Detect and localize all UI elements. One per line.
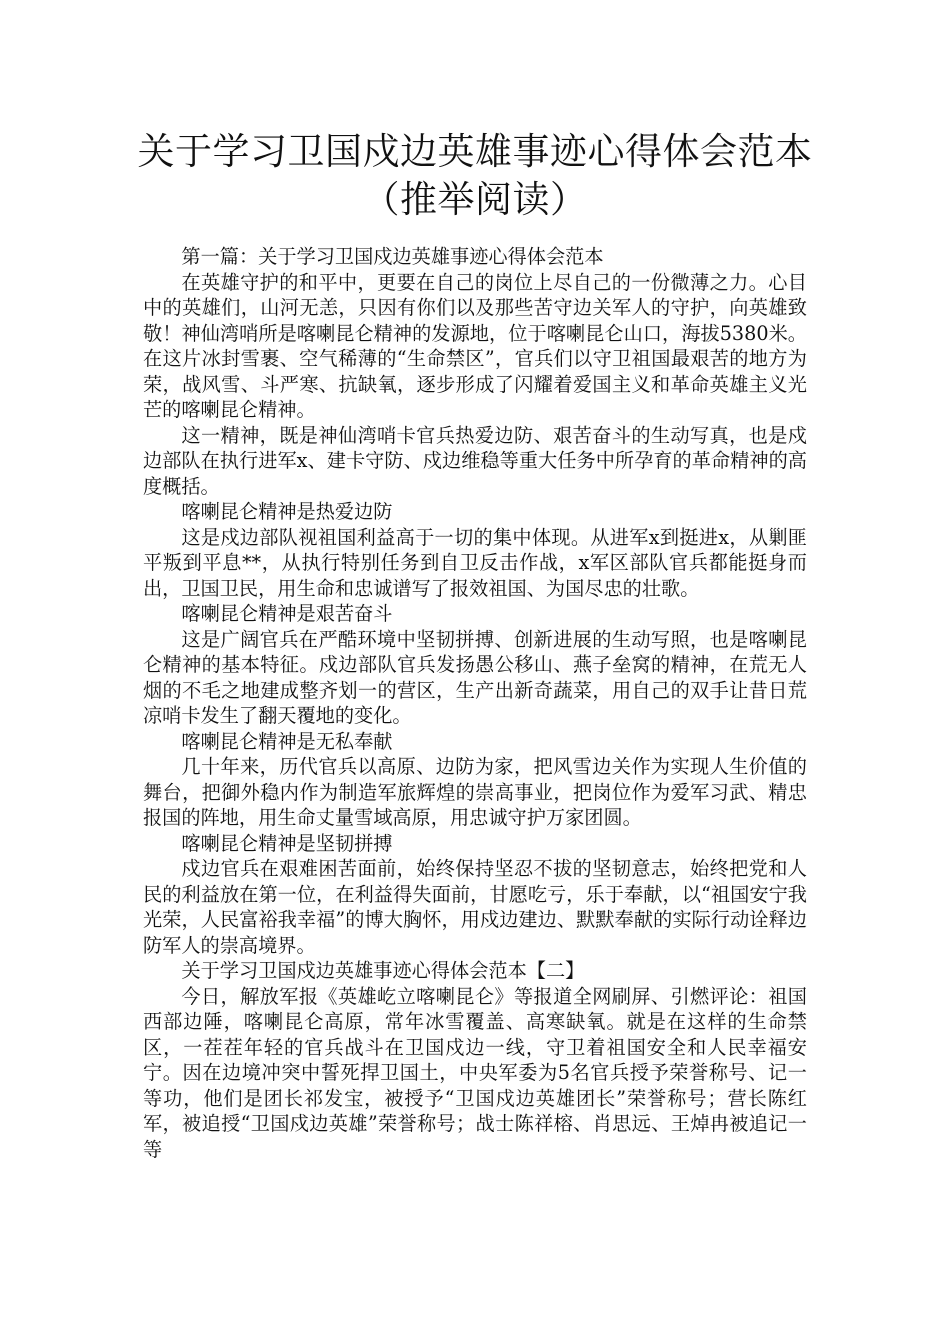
subheading-love-border: 喀喇昆仑精神是热爱边防 (181, 500, 393, 523)
paragraph-2: 这一精神，既是神仙湾哨卡官兵热爱边防、艰苦奋斗的生动写真，也是戍边部队在执行进军x、建卡守防、戍边维稳等重大任务中所孕育的革命精神的高度概括。 (143, 423, 807, 498)
document-title: 关于学习卫国戍边英雄事迹心得体会范本 (137, 130, 813, 173)
paragraph-5: 几十年来，历代官兵以高原、边防为家，把风雪边关作为实现人生价值的舞台，把御外稳内作为制造军旅辉煌的崇高事业，把岗位作为爱军习武、精忠报国的阵地，用生命丈量雪域高原，用忠诚守护万家团圆。 (143, 755, 807, 829)
paragraph-7: 今日，解放军报《英雄屹立喀喇昆仑》等报道全网刷屏、引燃评论：祖国西部边陲，喀喇昆仑高原，常年冰雪覆盖、高寒缺氧。就是在这样的生命禁区，一茬茬年轻的官兵战斗在卫国戍边一线，守卫着祖国安全和人民幸福安宁。因在边境冲突中誓死捍卫国土，中央军委为5名官兵授予荣誉称号、记一等功，他们是团长祁发宝，被授予“卫国戍边英雄团长”荣誉称号；营长陈红军，被追授“卫国戍边英雄”荣誉称号；战士陈祥榕、肖思远、王焯冉被追记一等 (143, 984, 807, 1161)
subheading-hard-work: 喀喇昆仑精神是艰苦奋斗 (181, 602, 393, 625)
paragraph-4: 这是广阔官兵在严酷环境中坚韧拼搏、创新进展的生动写照，也是喀喇昆仑精神的基本特征。戍边部队官兵发扬愚公移山、燕子垒窝的精神，在荒无人烟的不毛之地建成整齐划一的营区，生产出新奇蔬菜，用自己的双手让昔日荒凉哨卡发生了翻天覆地的变化。 (143, 627, 807, 727)
document-body (143, 244, 807, 1162)
paragraph-3: 这是戍边部队视祖国利益高于一切的集中体现。从进军x到挺进x，从剿匪平叛到平息**，从执行特别任务到自卫反击作战，x军区部队官兵都能挺身而出，卫国卫民，用生命和忠诚谱写了报效祖国、为国尽忠的壮歌。 (143, 525, 807, 600)
section-heading-1: 第一篇：关于学习卫国戍边英雄事迹心得体会范本 (181, 245, 604, 268)
paragraph-1: 在英雄守护的和平中，更要在自己的岗位上尽自己的一份微薄之力。心目中的英雄们，山河无恙，只因有你们以及那些苦守边关军人的守护，向英雄致敬！神仙湾哨所是喀喇昆仑精神的发源地，位于喀喇昆仑山口，海拔5380米。在这片冰封雪裹、空气稀薄的“生命禁区”，官兵们以守卫祖国最艰苦的地方为荣，战风雪、斗严寒、抗缺氧，逐步形成了闪耀着爱国主义和革命英雄主义光芒的喀喇昆仑精神。 (143, 270, 807, 421)
paragraph-6: 戍边官兵在艰难困苦面前，始终保持坚忍不拔的坚韧意志，始终把党和人民的利益放在第一位，在利益得失面前，甘愿吃亏，乐于奉献，以“祖国安宁我光荣，人民富裕我幸福”的博大胸怀，用戍边建边、默默奉献的实际行动诠释边防军人的崇高境界。 (143, 857, 807, 957)
document-subtitle: （推举阅读） (362, 178, 588, 221)
subheading-perseverance: 喀喇昆仑精神是坚韧拼搏 (181, 831, 393, 855)
section-heading-2: 关于学习卫国戍边英雄事迹心得体会范本【二】 (181, 959, 585, 982)
subheading-dedication: 喀喇昆仑精神是无私奉献 (181, 729, 393, 753)
